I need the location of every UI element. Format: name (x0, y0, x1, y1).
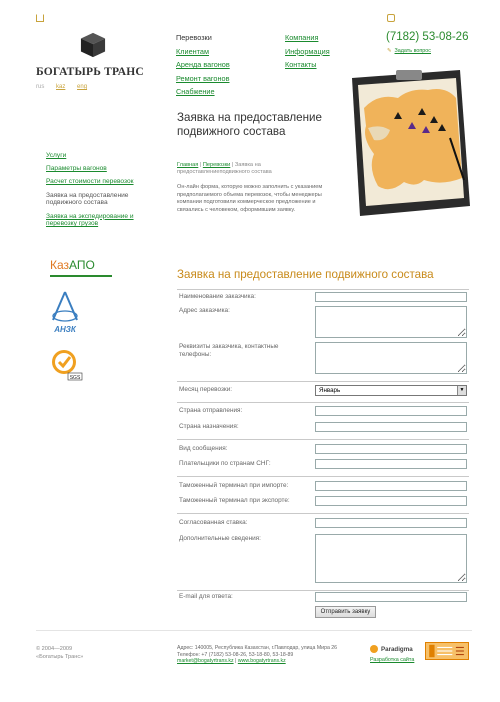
paradigma-icon (370, 645, 378, 653)
address-line: Адрес: 140005, Республика Казахстан, г.Павлодар, улица Мира 26 (177, 645, 338, 651)
nav-item-wagon-repair[interactable]: Ремонт вагонов (176, 73, 230, 83)
clipboard-map-illustration (338, 68, 470, 218)
email-input[interactable] (315, 592, 467, 602)
customer-address-label: Адрес заказчика: (179, 307, 230, 314)
sgs-logo-text: SGS (69, 375, 81, 381)
left-nav-forwarding-request[interactable]: Заявка на экспедирование и перевозку грузов (46, 212, 134, 228)
customs-export-label: Таможенный терминал при экспорте: (179, 497, 290, 504)
form-divider (177, 381, 469, 382)
form-divider (177, 289, 469, 290)
nav-item-supply[interactable]: Снабжение (176, 87, 215, 97)
kazapo-logo-part1: Каз (50, 258, 70, 272)
lang-eng[interactable]: eng (77, 84, 88, 90)
requisites-textarea[interactable] (315, 342, 467, 374)
form-divider (177, 476, 469, 477)
sgs-iso-logo[interactable] (48, 346, 84, 382)
month-label: Месяц перевозки: (179, 386, 233, 393)
lang-rus[interactable]: rus (36, 84, 45, 90)
country-from-input[interactable] (315, 406, 467, 416)
anzk-logo-text: АНЗК (54, 325, 76, 334)
payers-input[interactable] (315, 459, 467, 469)
language-switcher (36, 84, 97, 90)
country-to-input[interactable] (315, 422, 467, 432)
breadcrumb-transport[interactable]: Перевозки (202, 162, 231, 168)
customer-address-textarea[interactable] (315, 306, 467, 338)
copyright-years: © 2004—2009 (36, 646, 73, 652)
customs-export-input[interactable] (315, 496, 467, 506)
left-nav-wagon-params[interactable]: Параметры вагонов (46, 165, 107, 173)
cube-logo-icon (80, 32, 106, 58)
rate-input[interactable] (315, 518, 467, 528)
developer-credit (370, 645, 420, 663)
nav-item-contacts[interactable]: Контакты (285, 60, 317, 70)
logo[interactable] (36, 32, 156, 78)
rate-label: Согласованная ставка: (179, 519, 248, 526)
anzk-logo[interactable] (49, 290, 81, 334)
breadcrumb-separator: | (230, 162, 235, 168)
logo-text: БОГАТЫРЬ ТРАНС (36, 66, 144, 78)
form-divider (177, 439, 469, 440)
country-from-label: Страна отправления: (179, 407, 243, 414)
nav-item-company[interactable]: Компания (285, 33, 319, 42)
customs-import-label: Таможенный терминал при импорте: (179, 482, 289, 489)
breadcrumb-separator: | (198, 162, 203, 168)
kazapo-logo[interactable] (50, 256, 112, 277)
left-nav (46, 152, 156, 234)
intro-text: Он-лайн форма, которую можно заполнить с указанием предполагаемого объема перевозок, чтобы менеджеры компании подготовили коммерческое предложение и связались с человеком, оформившим заявку. (177, 184, 323, 213)
footer-email-link[interactable]: market@bogatyrtrans.kz (177, 658, 234, 665)
nav-item-clients[interactable]: Клиентам (176, 46, 210, 56)
kazapo-underline (50, 275, 112, 277)
copyright-company: «Богатырь Транс» (36, 654, 84, 660)
paradigma-logo[interactable] (370, 645, 420, 653)
left-nav-services[interactable]: Услуги (46, 152, 67, 159)
developer-link[interactable]: Разработка сайта (370, 657, 415, 663)
contact-icon[interactable] (387, 14, 395, 22)
footer-address: Адрес: 140005, Республика Казахстан, г.Павлодар, улица Мира 26 Телефон: +7 (7182) 53-08-26, 53-18-80, 53-18-89 market@bogatyrtrans.kz | www.bogatyrtrans.kz (177, 645, 367, 665)
month-select[interactable] (315, 385, 467, 396)
phone-number: (7182) 53-08-26 (386, 31, 469, 43)
message-type-label: Вид сообщения: (179, 445, 228, 452)
nav-item-transport[interactable]: Перевозки (176, 33, 212, 42)
top-nav-column-1 (176, 31, 230, 99)
ask-question-link[interactable]: Задать вопрос (394, 48, 431, 54)
top-nav-column-2 (285, 31, 330, 72)
extra-info-textarea[interactable] (315, 534, 467, 583)
breadcrumb-current: Заявка на предоставлениеподвижного состава (177, 162, 272, 175)
left-nav-cost-calc[interactable]: Расчет стоимости перевозок (46, 178, 134, 186)
extra-info-label: Дополнительные сведения: (179, 535, 261, 542)
visitor-counter-badge[interactable] (425, 642, 469, 660)
country-to-label: Страна назначения: (179, 423, 239, 430)
breadcrumb (177, 162, 327, 176)
phone-line: Телефон: +7 (7182) 53-08-26, 53-18-80, 53-18-89 (177, 651, 294, 658)
form-divider (177, 590, 469, 591)
month-select-value: Январь (319, 387, 341, 394)
nav-item-wagon-rental[interactable]: Аренда вагонов (176, 60, 230, 70)
kazapo-logo-part2: АПО (69, 258, 95, 272)
pencil-icon: ✎ (387, 48, 392, 54)
home-icon[interactable] (36, 14, 44, 22)
footer-site-link[interactable]: www.bogatyrtrans.kz (237, 658, 286, 665)
payers-label: Плательщики по странам СНГ: (179, 460, 271, 467)
submit-request-button[interactable]: Отправить заявку (315, 606, 376, 618)
requisites-label: Реквизиты заказчика, контактные телефоны: (179, 343, 279, 359)
customs-import-input[interactable] (315, 481, 467, 491)
paradigma-brand: Paradigma (381, 645, 413, 653)
lang-kaz[interactable]: kaz (56, 84, 66, 90)
email-label: E-mail для ответа: (179, 593, 233, 600)
ask-question (387, 48, 431, 54)
footer-divider (36, 630, 472, 631)
form-divider (177, 402, 469, 403)
form-title: Заявка на предоставление подвижного состава (177, 268, 434, 281)
breadcrumb-home[interactable]: Главная (177, 162, 199, 168)
customer-name-input[interactable] (315, 292, 467, 302)
copyright (36, 645, 83, 661)
chevron-down-icon[interactable]: ▼ (457, 386, 466, 395)
page-title: Заявка на предоставление подвижного состава (177, 111, 322, 138)
left-nav-rolling-stock-request[interactable]: Заявка на предоставление подвижного состава (46, 191, 129, 207)
customer-name-label: Наименование заказчика: (179, 293, 256, 300)
nav-item-information[interactable]: Информация (285, 46, 330, 56)
message-type-input[interactable] (315, 444, 467, 454)
form-divider (177, 513, 469, 514)
